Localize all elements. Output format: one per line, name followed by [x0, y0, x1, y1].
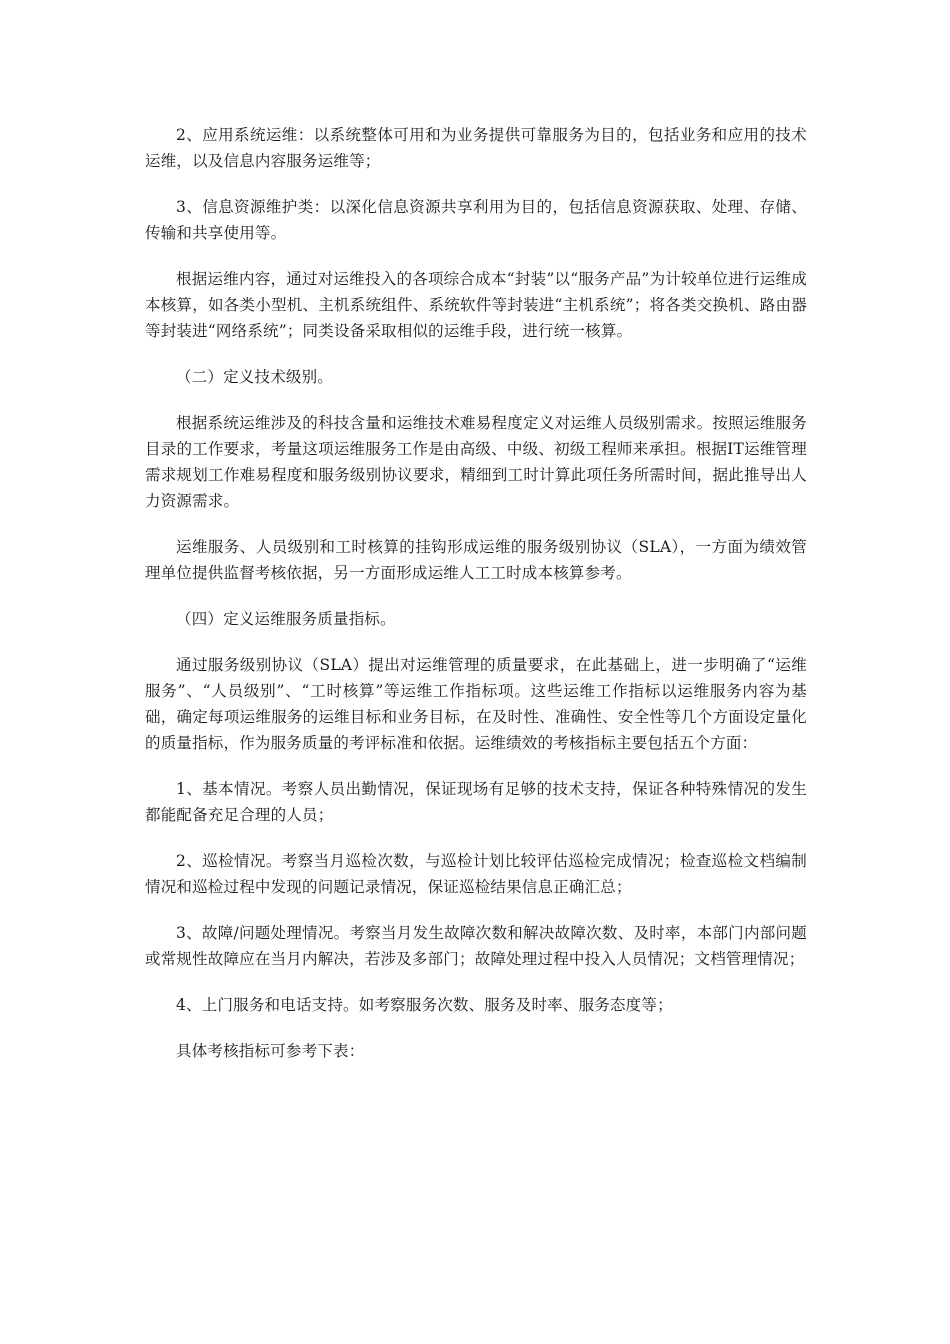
- paragraph-onsite-phone-support: 4、上门服务和电话支持。如考察服务次数、服务及时率、服务态度等；: [176, 996, 673, 1014]
- section-heading-quality-metrics: （四）定义运维服务质量指标。: [176, 610, 396, 628]
- paragraph-table-reference: 具体考核指标可参考下表：: [176, 1042, 365, 1060]
- paragraph-sla: 运维服务、人员级别和工时核算的挂钩形成运维的服务级别协议（SLA），一方面为绩效管理单位提供监督考核依据，另一方面形成运维人工工时成本核算参考。: [145, 538, 807, 582]
- paragraph-inspection: 2、巡检情况。考察当月巡检次数，与巡检计划比较评估巡检完成情况；检查巡检文档编制情况和巡检过程中发现的问题记录情况，保证巡检结果信息正确汇总；: [145, 852, 807, 896]
- section-heading-tech-level: （二）定义技术级别。: [176, 368, 334, 386]
- paragraph-app-system-ops: 2、应用系统运维：以系统整体可用和为业务提供可靠服务为目的，包括业务和应用的技术运维，以及信息内容服务运维等；: [145, 126, 807, 170]
- paragraph-fault-handling: 3、故障/问题处理情况。考察当月发生故障次数和解决故障次数、及时率，本部门内部问题或常规性故障应在当月内解决，若涉及多部门；故障处理过程中投入人员情况；文档管理情况；: [145, 924, 807, 968]
- paragraph-basic-situation: 1、基本情况。考察人员出勤情况，保证现场有足够的技术支持，保证各种特殊情况的发生都能配备充足合理的人员；: [145, 780, 807, 824]
- document-body: [145, 122, 807, 1084]
- paragraph-tech-level: 根据系统运维涉及的科技含量和运维技术难易程度定义对运维人员级别需求。按照运维服务目录的工作要求，考量这项运维服务工作是由高级、中级、初级工程师来承担。根据IT运维管理需求规划工作难易程度和服务级别协议要求，精细到工时计算此项任务所需时间，据此推导出人力资源需求。: [145, 414, 807, 510]
- paragraph-quality-metrics: 通过服务级别协议（SLA）提出对运维管理的质量要求，在此基础上，进一步明确了“运维服务”、“人员级别”、“工时核算”等运维工作指标项。这些运维工作指标以运维服务内容为基础，确定每项运维服务的运维目标和业务目标，在及时性、准确性、安全性等几个方面设定量化的质量指标，作为服务质量的考评标准和依据。运维绩效的考核指标主要包括五个方面：: [145, 656, 807, 752]
- paragraph-info-resource-maintenance: 3、信息资源维护类：以深化信息资源共享利用为目的，包括信息资源获取、处理、存储、传输和共享使用等。: [145, 198, 807, 242]
- paragraph-cost-packaging: 根据运维内容，通过对运维投入的各项综合成本“封装”以“服务产品”为计较单位进行运维成本核算，如各类小型机、主机系统组件、系统软件等封装进“主机系统”；将各类交换机、路由器等封装进“网络系统”；同类设备采取相似的运维手段，进行统一核算。: [145, 270, 807, 340]
